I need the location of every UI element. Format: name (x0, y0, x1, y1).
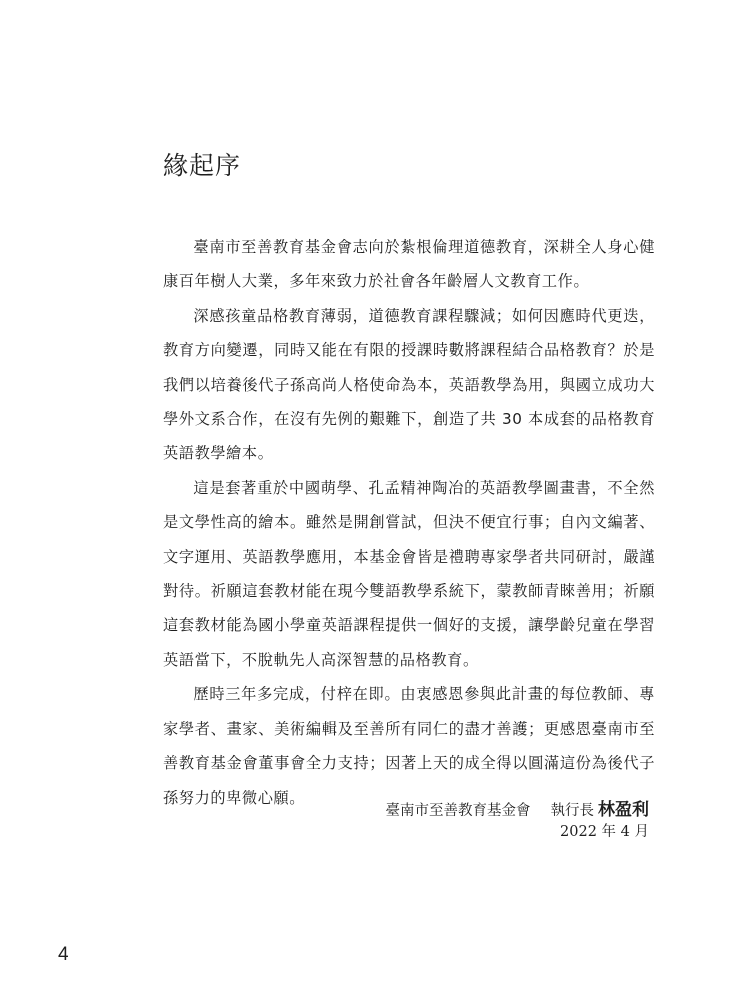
signature-date: 2022 年 4 月 (560, 824, 649, 840)
paragraph-2: 深感孩童品格教育薄弱，道德教育課程驟減；如何因應時代更迭，教育方向變遷，同時又能在有限的授課時數將課程結合品格教育？於是我們以培養後代子孫高尚人格使命為本，英語教學為用，與國立成功大學外文系合作，在沒有先例的艱難下，創造了共 30 本成套的品格教育英語教學繪本。 (163, 306, 655, 463)
paragraph-4: 歷時三年多完成，付梓在即。由衷感恩參與此計畫的每位教師、專家學者、畫家、美術編輯及至善所有同仁的盡才善護；更感恩臺南市至善教育基金會董事會全力支持；因著上天的成全得以圓滿這份為後代子孫努力的卑微心願。 (163, 685, 655, 807)
page-title: 緣起序 (163, 151, 242, 180)
body-text (163, 230, 655, 815)
page-number: 4 (58, 944, 69, 965)
paragraph-1: 臺南市至善教育基金會志向於紮根倫理道德教育，深耕全人身心健康百年樹人大業，多年來致力於社會各年齡層人文教育工作。 (163, 238, 655, 291)
signature-line (386, 795, 650, 820)
paragraph-3: 這是套著重於中國萌學、孔孟精神陶冶的英語教學圖畫書，不全然是文學性高的繪本。雖然是開創嘗試，但決不便宜行事；自內文編著、文字運用、英語教學應用，本基金會皆是禮聘專家學者共同研討，嚴謹對待。祈願這套教材能在現今雙語教學系統下，蒙教師青睞善用；祈願這套教材能為國小學童英語課程提供一個好的支援，讓學齡兒童在學習英語當下，不脫軌先人高深智慧的品格教育。 (163, 478, 655, 669)
signature-name: 林盈利 (598, 800, 649, 820)
signature-org: 臺南市至善教育基金會 (385, 803, 531, 819)
signature-role: 執行長 (550, 803, 594, 819)
